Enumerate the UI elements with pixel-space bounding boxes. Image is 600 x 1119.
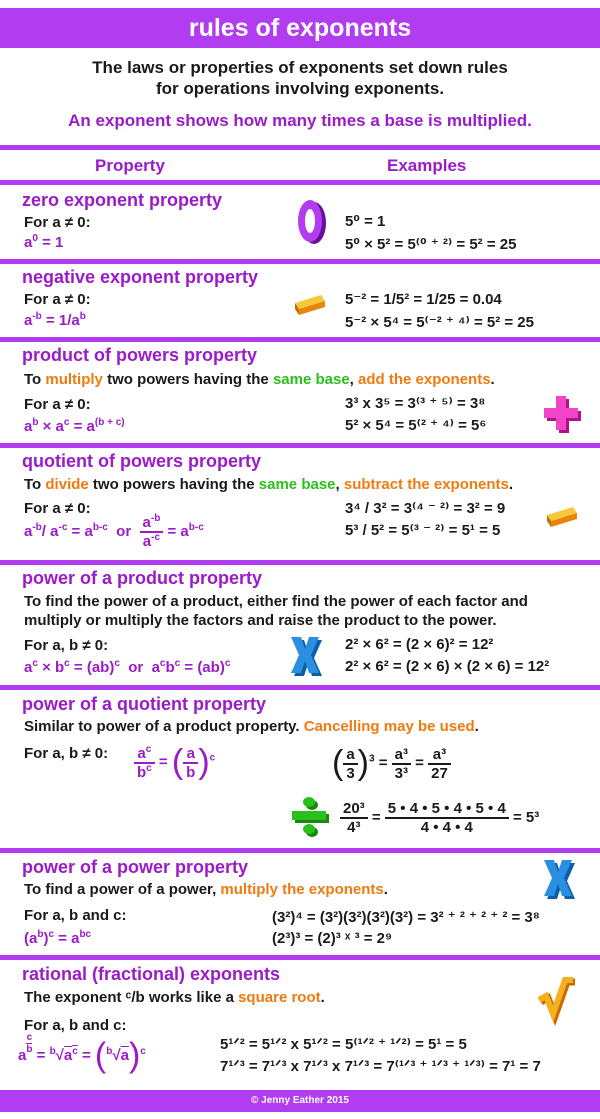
power-product-example-1: 2² × 6² = (2 × 6)² = 12² — [345, 636, 494, 653]
zero-3d-icon — [296, 198, 328, 246]
zero-example-1: 5⁰ = 1 — [345, 213, 386, 230]
negative-example-2: 5⁻² × 5⁴ = 5⁽⁻² ⁺ ⁴⁾ = 5² = 25 — [345, 314, 534, 331]
power-power-example-2: (2³)³ = (2)³ ˣ ³ = 2⁹ — [272, 930, 393, 947]
quotient-example-1: 3⁴ / 3² = 3⁽⁴ ⁻ ²⁾ = 3² = 9 — [345, 500, 506, 517]
power-quotient-description: Similar to power of a product property. Cancelling may be used. — [24, 718, 479, 735]
power-power-rule: $(a^b)^c = a^{bc}$ — [24, 929, 92, 947]
section-title-product: product of powers property — [22, 345, 258, 365]
power-product-description-2: multiply or multiply the factors and raise the product to the power. — [24, 612, 497, 629]
zero-rule: $a^0 = 1$ — [24, 233, 64, 251]
rational-example-1: 5¹ᐟ² = 5¹ᐟ² x 5¹ᐟ² = 5⁽¹ᐟ² ⁺ ¹ᐟ²⁾ = 5¹ = 5 — [220, 1036, 467, 1053]
power-product-rule: $a^c \times b^c = (ab)^c$ or $a^cb^c = (ab)^c$ — [24, 658, 231, 676]
negative-example-1: 5⁻² = 1/5² = 1/25 = 0.04 — [345, 291, 502, 308]
power-quotient-example-1: ( $\frac{a}{3}$ )$^3$ = $\frac{\text{a³}}{\text{3³}}$ = $\frac{\text{a³}}{27}$ — [332, 744, 451, 783]
divider — [0, 955, 600, 960]
section-title-quotient: quotient of powers property — [22, 451, 262, 471]
condition-text: For a, b ≠ 0: — [24, 745, 109, 762]
divider — [0, 443, 600, 448]
divider — [0, 685, 600, 690]
rational-rule: a $\frac{c}{b}$ = $^b√a^c = (^b√a)^c$ — [18, 1032, 146, 1075]
quotient-rule: $a^{-b}/$ $a^{-c} = a^{b-c}$ or $\frac{a^{-b}}{a^{-c}}$ = $a^{b-c}$ — [24, 513, 204, 550]
zero-example-2: 5⁰ × 5² = 5⁽⁰ ⁺ ²⁾ = 5² = 25 — [345, 236, 517, 253]
divider — [0, 848, 600, 853]
intro-line-2: for operations involving exponents. — [155, 79, 445, 98]
times-3d-icon — [289, 635, 325, 677]
section-title-power-product: power of a product property — [22, 568, 263, 588]
product-example-1: 3³ x 3⁵ = 3⁽³ ⁺ ⁵⁾ = 3⁸ — [345, 395, 486, 412]
rational-example-2: 7¹ᐟ³ = 7¹ᐟ³ x 7¹ᐟ³ x 7¹ᐟ³ = 7⁽¹ᐟ³ ⁺ ¹ᐟ³ ⁺ ¹ᐟ³⁾ = 7¹ = 7 — [220, 1058, 541, 1075]
section-title-rational: rational (fractional) exponents — [22, 964, 281, 984]
rational-description: The exponent ᶜ/b works like a square root. — [24, 989, 325, 1006]
divider — [0, 259, 600, 264]
section-title-negative: negative exponent property — [22, 267, 259, 287]
power-quotient-example-2: $\frac{\text{20³}}{\text{4³}}$ = $\frac{5 • 4 • 5 • 4 • 5 • 4}{4 • 4 • 4}$ = 5³ — [340, 800, 539, 836]
condition-text: For a, b and c: — [24, 1017, 127, 1034]
divide-3d-icon — [290, 796, 330, 838]
square-root-3d-icon — [535, 974, 575, 1020]
column-header-property: Property — [95, 156, 165, 175]
divider — [0, 337, 600, 342]
divider — [0, 180, 600, 185]
condition-text: For a ≠ 0: — [24, 214, 91, 231]
condition-text: For a ≠ 0: — [24, 396, 91, 413]
condition-text: For a ≠ 0: — [24, 291, 91, 308]
divider — [0, 560, 600, 565]
intro-highlight: An exponent shows how many times a base is multiplied. — [68, 111, 532, 130]
product-rule: $a^b \times a^c = a^{(b + c)}$ — [24, 417, 125, 435]
section-title-power-quotient: power of a quotient property — [22, 694, 267, 714]
quotient-description: To divide two powers having the same base, subtract the exponents. — [24, 476, 514, 493]
power-product-description-1: To find the power of a product, either find the power of each factor and — [24, 593, 528, 610]
condition-text: For a ≠ 0: — [24, 500, 91, 517]
footer-copyright: © Jenny Eather 2015 — [0, 1090, 600, 1112]
power-power-description: To find a power of a power, multiply the exponents. — [24, 881, 388, 898]
power-power-example-1: (3²)⁴ = (3²)(3²)(3²)(3²) = 3² ⁺ ² ⁺ ² ⁺ ² = 3⁸ — [272, 909, 540, 926]
plus-3d-icon — [540, 392, 580, 434]
intro-line-1: The laws or properties of exponents set down rules — [92, 58, 508, 77]
times-3d-icon — [542, 858, 578, 900]
divider — [0, 145, 600, 150]
section-title-power-power: power of a power property — [22, 857, 249, 877]
condition-text: For a, b ≠ 0: — [24, 637, 109, 654]
section-title-zero: zero exponent property — [22, 190, 223, 210]
minus-3d-icon — [293, 293, 327, 315]
product-description: To multiply two powers having the same base, add the exponents. — [24, 371, 495, 388]
intro-text — [0, 57, 600, 99]
quotient-example-2: 5³ / 5² = 5⁽³ ⁻ ²⁾ = 5¹ = 5 — [345, 522, 501, 539]
power-quotient-rule: $\frac{a^c}{b^c}$ = ( $\frac{a}{b}$ )$^c$ — [134, 743, 215, 782]
negative-rule: $a^{-b} = 1/a^b$ — [24, 311, 86, 329]
product-example-2: 5² × 5⁴ = 5⁽² ⁺ ⁴⁾ = 5⁶ — [345, 417, 487, 434]
column-header-examples: Examples — [387, 156, 467, 175]
minus-3d-icon — [545, 505, 579, 527]
condition-text: For a, b and c: — [24, 907, 127, 924]
power-product-example-2: 2² × 6² = (2 × 6) × (2 × 6) = 12² — [345, 658, 550, 675]
page-title: rules of exponents — [0, 8, 600, 48]
